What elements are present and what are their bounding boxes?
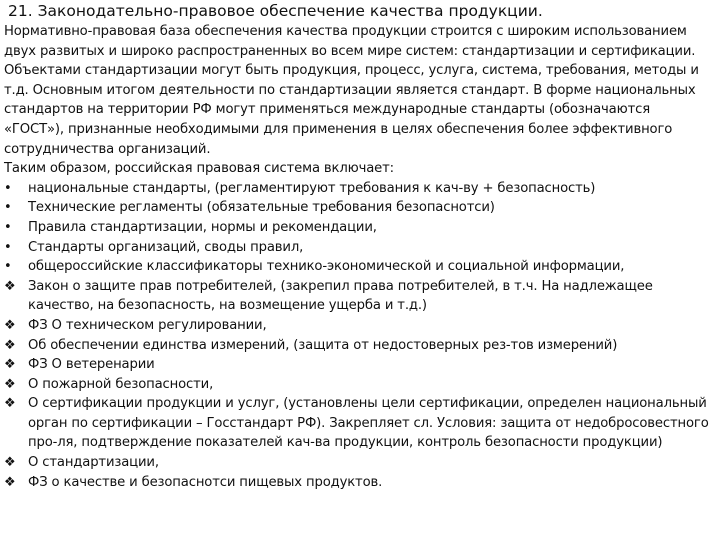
list-item: [4, 355, 712, 375]
list-item-text: общероссийские классификаторы технико-экономической и социальной информации,: [28, 259, 625, 275]
laws-list: [4, 277, 712, 493]
list-item: [4, 316, 712, 336]
diamond-bullet-icon: ❖: [4, 357, 16, 373]
list-item: [4, 375, 712, 395]
bullet-icon: •: [4, 259, 12, 275]
list-item: [4, 453, 712, 473]
list-item-text: ФЗ о качестве и безопаснотси пищевых продуктов.: [28, 474, 383, 490]
list-item: [4, 394, 712, 453]
diamond-bullet-icon: ❖: [4, 278, 16, 294]
list-item-text: О пожарной безопасности,: [28, 376, 214, 392]
paragraph-intro: Нормативно-правовая база обеспечения качества продукции строится с широким использованием двух развитых и широко распространенных во всем мире систем: стандартизации и сертификации.: [4, 24, 696, 59]
bullet-icon: •: [4, 219, 12, 235]
list-item-text: Закон о защите прав потребителей, (закрепил права потребителей, в т.ч. На надлежащее качество, на безопасность, на возмещение ущерба и т.д.): [28, 278, 653, 314]
list-item-text: О сертификации продукции и услуг, (установлены цели сертификации, определен национальный орган по сертификации – Госстандарт РФ). Закрепляет сл. Условия: защита от недобросовестного про-ля, подтверждение показателей кач-ва продукции, контроль безопасности продукции): [28, 396, 709, 451]
list-item: [4, 179, 712, 199]
paragraph-objects: Объектами стандартизации могут быть продукция, процесс, услуга, система, требования, методы и т.д. Основным итогом деятельности по стандартизации является стандарт. В форме национальных стандартов на территории РФ могут применяться международные стандарты (обозначаются «ГОСТ»), признанные необходимыми для применения в целях обеспечения более эффективного сотрудничества организаций.: [4, 63, 699, 157]
diamond-bullet-icon: ❖: [4, 317, 16, 333]
list-item-text: ФЗ О техническом регулировании,: [28, 317, 267, 333]
bullet-icon: •: [4, 239, 12, 255]
list-item: [4, 336, 712, 356]
list-item-text: Технические регламенты (обязательные требования безопаснотси): [28, 200, 495, 216]
list-item: [4, 257, 712, 277]
diamond-bullet-icon: ❖: [4, 396, 16, 412]
list-item-text: Стандарты организаций, своды правил,: [28, 239, 304, 255]
bullet-icon: •: [4, 200, 12, 216]
list-item-text: ФЗ О ветеренарии: [28, 357, 155, 373]
list-item-text: Об обеспечении единства измерений, (защита от недостоверных рез-тов измерений): [28, 337, 618, 353]
list-item-text: национальные стандарты, (регламентируют требования к кач-ву + безопасность): [28, 180, 596, 196]
standards-list: [4, 179, 712, 277]
body-text: [4, 22, 712, 492]
page-title: 21. Законодательно-правовое обеспечение качества продукции.: [8, 2, 543, 20]
diamond-bullet-icon: ❖: [4, 474, 16, 490]
list-item-text: Правила стандартизации, нормы и рекомендации,: [28, 219, 377, 235]
list-item-text: О стандартизации,: [28, 455, 159, 471]
list-item: [4, 238, 712, 258]
diamond-bullet-icon: ❖: [4, 376, 16, 392]
paragraph-system: Таким образом, российская правовая система включает:: [4, 161, 394, 177]
list-item: [4, 473, 712, 493]
diamond-bullet-icon: ❖: [4, 455, 16, 471]
list-item: [4, 198, 712, 218]
diamond-bullet-icon: ❖: [4, 337, 16, 353]
list-item: [4, 218, 712, 238]
bullet-icon: •: [4, 180, 12, 196]
list-item: [4, 277, 712, 316]
